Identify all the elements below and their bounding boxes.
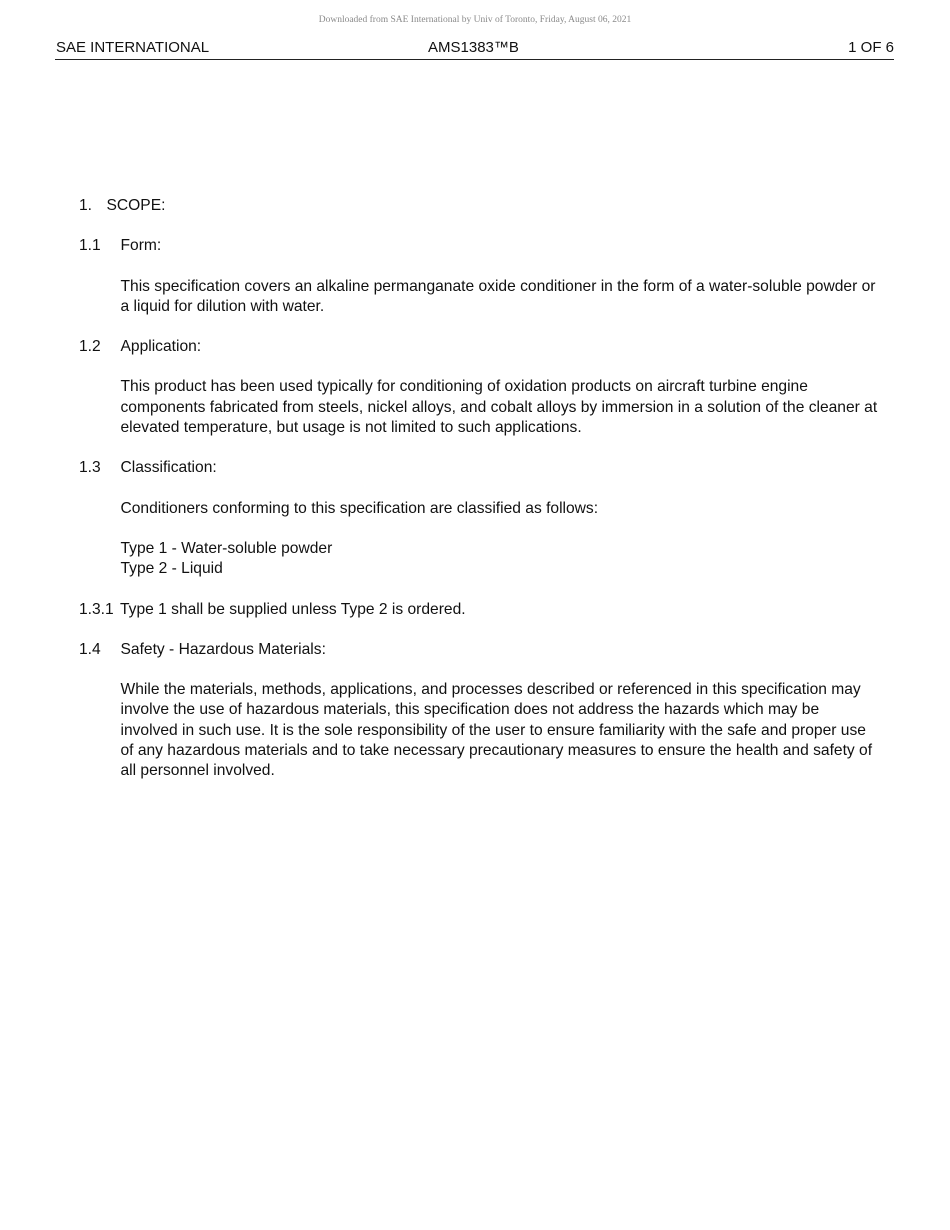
section-title: SCOPE:: [106, 197, 166, 214]
header-organization: SAE INTERNATIONAL: [56, 39, 210, 56]
section-title: Classification:: [120, 459, 217, 477]
section-title: Application:: [120, 338, 202, 356]
header-page-number: 1 OF 6: [848, 39, 894, 56]
section-1-4-heading: [79, 640, 879, 660]
section-number: 1.4: [79, 640, 101, 658]
section-1-1-heading: [79, 236, 879, 256]
section-1-3-body: Conditioners conforming to this specification are classified as follows:: [120, 499, 599, 517]
section-1-1-body: This specification covers an alkaline permanganate oxide conditioner in the form of a water-soluble powder or a liquid for dilution with water.: [120, 277, 876, 315]
section-title: Form:: [120, 237, 162, 255]
section-1-2-body: This product has been used typically for conditioning of oxidation products on aircraft turbine engine components fabricated from steels, nickel alloys, and cobalt alloys by immersion in a solution of the cleaner at elevated temperature, but usage is not limited to such applications.: [120, 378, 878, 437]
page-header: [55, 38, 894, 60]
section-number: 1.2: [79, 338, 101, 356]
section-1-3-heading: [79, 458, 879, 478]
section-1-3-1-heading: [79, 600, 879, 620]
document-body: [79, 196, 879, 782]
section-number: 1.3: [79, 459, 101, 477]
section-title: Safety - Hazardous Materials:: [120, 640, 326, 658]
section-text: Type 1 shall be supplied unless Type 2 is ordered.: [120, 600, 466, 618]
section-number: 1.3.1: [79, 600, 114, 618]
download-watermark: Downloaded from SAE International by Univ of Toronto, Friday, August 06, 2021: [318, 15, 632, 25]
section-1-2-heading: [79, 337, 879, 357]
header-document-id: AMS1383™B: [428, 39, 519, 56]
section-number: 1.: [79, 197, 93, 214]
section-1-4-body: While the materials, methods, applications, and processes described or referenced in this specification may involve the use of hazardous materials, this specification does not address the hazards which may be involved in such use. It is the sole responsibility of the user to ensure familiarity with the safe and proper use of any hazardous materials and to take necessary precautionary measures to ensure the health and safety of all personnel involved.: [120, 681, 873, 780]
section-number: 1.1: [79, 237, 101, 255]
type-list-item: Type 1 - Water-soluble powder: [120, 539, 333, 557]
section-1-heading: [79, 196, 879, 216]
type-list-item: Type 2 - Liquid: [120, 560, 223, 578]
